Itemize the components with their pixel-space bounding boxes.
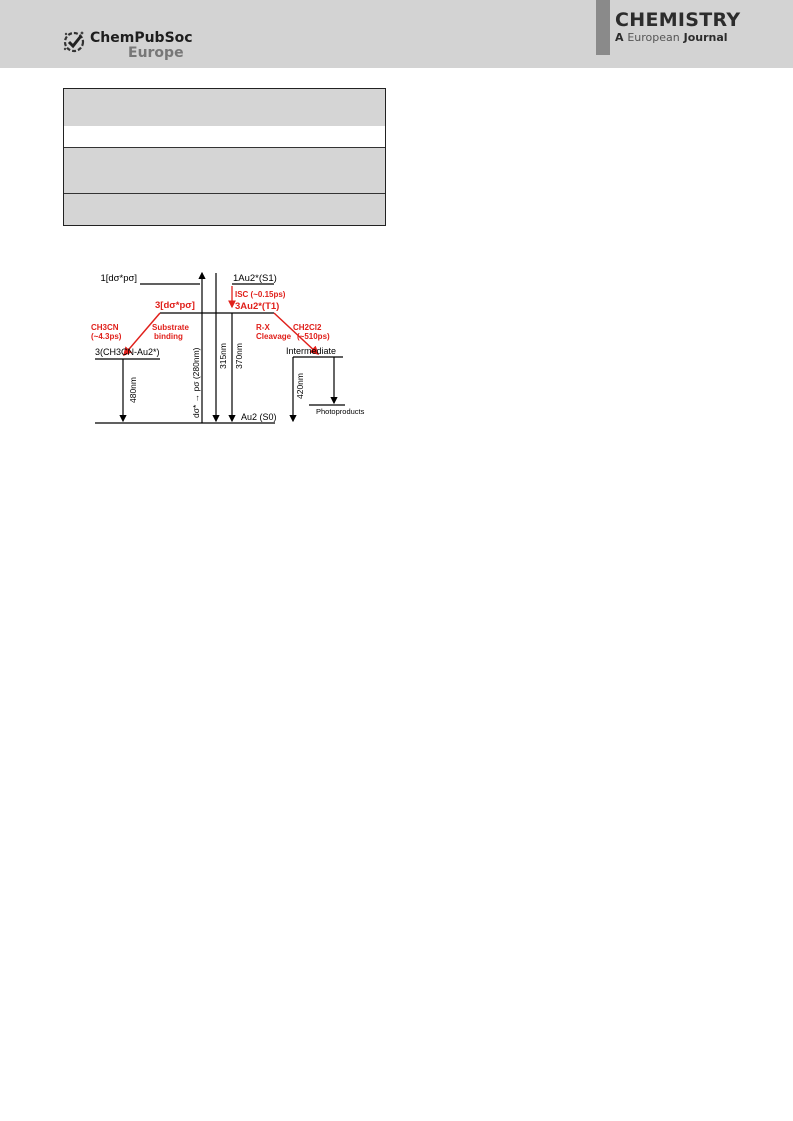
s1-left-label: 1[dσ*pσ] [100, 273, 137, 284]
emission-480-label: 480nm [128, 377, 138, 403]
emission-370-label: 370nm [234, 343, 244, 369]
t1-right-label: 3Au2*(T1) [235, 301, 280, 312]
table-row [64, 194, 385, 225]
isc-label: ISC (~0.15ps) [235, 290, 286, 299]
absorption-280-label: dσ* → pσ (280nm) [191, 347, 201, 418]
journal-sub-c: Journal [683, 31, 728, 44]
photoproducts-label: Photoproducts [316, 407, 365, 416]
emission-420-label: 420nm [295, 373, 305, 399]
journal-subtitle [615, 31, 728, 44]
t1-left-label: 3[dσ*pσ] [155, 300, 195, 311]
ch3cn-label: CH3CN [91, 323, 119, 332]
substrate-label: Substrate [152, 323, 189, 332]
ground-label: Au2 (S0) [241, 412, 277, 422]
publisher-region: Europe [128, 45, 184, 61]
ch2cl2-label: CH2Cl2 [293, 323, 322, 332]
ch3cn-time-label: (~4.3ps) [91, 332, 122, 341]
exciplex-label: 3(CH3CN-Au2*) [95, 347, 160, 357]
table-header-row [64, 89, 385, 127]
table-row [64, 126, 385, 147]
journal-accent-bar [596, 0, 610, 55]
intermediate-label: Intermediate [286, 346, 337, 356]
publisher-name: ChemPubSoc [90, 30, 193, 46]
journal-sub-b: European [627, 31, 680, 44]
journal-sub-a: A [615, 31, 624, 44]
rx-label: R-X [256, 323, 270, 332]
s1-right-label: 1Au2*(S1) [233, 273, 277, 284]
emission-315-label: 315nm [218, 343, 228, 369]
binding-label: binding [154, 332, 183, 341]
ch2cl2-time-label: (~510ps) [297, 332, 330, 341]
journal-title: CHEMISTRY [615, 9, 741, 31]
chempubsoc-emblem-icon [62, 28, 88, 54]
cleavage-label: Cleavage [256, 332, 292, 341]
table-row [64, 148, 385, 193]
table-placeholder [63, 88, 386, 226]
energy-level-diagram [90, 264, 380, 441]
journal-header [0, 0, 793, 68]
